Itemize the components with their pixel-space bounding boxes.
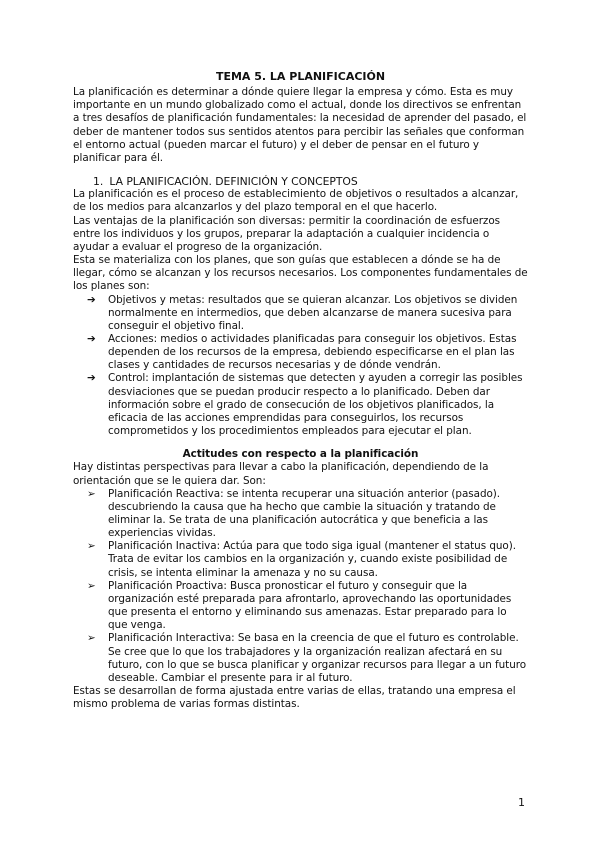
intro-paragraph: La planificación es determinar a dónde quiere llegar la empresa y cómo. Esta es muy importante en un mundo globalizado como el actual, donde los directivos se enfrentan a tres desafíos de planificación fundamentales: la necesidad de aprender del pasado, el deber de mantener todos sus sentidos atentos para percibir las señales que conforman el entorno actual (pueden marcar el futuro) y el deber de pensar en el futuro y planificar para él.: [73, 86, 527, 164]
list-item-text: Objetivos y metas: resultados que se quieran alcanzar. Los objetivos se dividen normalmente en intermedios, que deben alcanzarse de manera sucesiva para conseguir el objetivo final.: [108, 293, 518, 332]
plans-paragraph: Esta se materializa con los planes, que son guías que establecen a dónde se ha de llegar, cómo se alcanzan y los recursos necesarios. Los componentes fundamentales de los planes son:: [73, 254, 528, 293]
attitudes-heading: Actitudes con respecto a la planificación: [182, 448, 419, 461]
advantages-paragraph: Las ventajas de la planificación son diversas: permitir la coordinación de esfuerzos entre los individuos y los grupos, preparar la adaptación a cualquier incidencia o ayudar a evaluar el progreso de la organización.: [73, 214, 501, 253]
list-item-text: Planificación Proactiva: Busca pronosticar el futuro y conseguir que la organización esté preparada para afrontarlo, aprovechando las oportunidades que presenta el entorno y eliminando sus amenazas. Estar preparado para lo que venga.: [108, 579, 512, 632]
list-item: [73, 372, 528, 438]
arrow-bullet-icon: ➔: [87, 332, 96, 345]
list-item-text: Planificación Interactiva: Se basa en la creencia de que el futuro es controlable. Se cree que lo que los trabajadores y la organización realizan afectará en su futuro, con lo que se busca planificar y organizar recursos para llegar a un futuro deseable. Cambiar el presente para ir al futuro.: [108, 632, 527, 684]
list-item: [73, 632, 528, 685]
section-number: 1.: [93, 175, 104, 189]
list-item: [73, 333, 528, 372]
list-item: [73, 540, 528, 579]
attitudes-list: [73, 488, 528, 685]
triangle-bullet-icon: ➢: [87, 487, 96, 500]
triangle-bullet-icon: ➢: [87, 540, 96, 553]
triangle-bullet-icon: ➢: [87, 579, 96, 592]
section-title: LA PLANIFICACIÓN. DEFINICIÓN Y CONCEPTOS: [109, 175, 358, 189]
components-list: [73, 294, 528, 439]
list-item: [73, 580, 528, 633]
list-item: [73, 294, 528, 333]
section-heading: [93, 175, 528, 188]
list-item-text: Planificación Reactiva: se intenta recuperar una situación anterior (pasado). descubriendo la causa que ha hecho que cambie la situación y tratando de eliminar la. Se trata de una planificación autocrática y que beneficia a las experiencias vividas.: [108, 487, 501, 540]
list-item-text: Acciones: medios o actividades planificadas para conseguir los objetivos. Estas dependen de los recursos de la empresa, debiendo especificarse en el plan las clases y cantidades de recursos necesarias y de dónde vendrán.: [108, 332, 517, 372]
attitudes-intro: Hay distintas perspectivas para llevar a cabo la planificación, dependiendo de la orientación que se le quiera dar. Son:: [73, 461, 489, 487]
page-title: TEMA 5. LA PLANIFICACIÓN: [215, 70, 386, 83]
arrow-bullet-icon: ➔: [87, 372, 96, 385]
list-item-text: Control: implantación de sistemas que detecten y ayuden a corregir las posibles desviaciones que se puedan producir respecto a lo planificado. Deben dar información sobre el grado de consecución de los objetivos planificados, la eficacia de las acciones emprendidas para conseguirlos, los recursos comprometidos y los procedimientos empleados para ejecutar el plan.: [108, 372, 523, 438]
definition-paragraph: La planificación es el proceso de establecimiento de objetivos o resultados a alcanzar, de los medios para alcanzarlos y del plazo temporal en el que hacerlo.: [73, 188, 519, 214]
triangle-bullet-icon: ➢: [87, 632, 96, 645]
list-item-text: Planificación Inactiva: Actúa para que todo siga igual (mantener el status quo). Trata de evitar los cambios en la organización y, cuando existe posibilidad de crisis, se intenta eliminar la amenaza y no su causa.: [108, 540, 516, 579]
page-content: [73, 70, 528, 711]
closing-paragraph: Estas se desarrollan de forma ajustada entre varias de ellas, tratando una empresa el mismo problema de varias formas distintas.: [73, 685, 516, 711]
arrow-bullet-icon: ➔: [87, 293, 96, 306]
list-item: [73, 488, 528, 541]
page-number: 1: [518, 796, 525, 809]
